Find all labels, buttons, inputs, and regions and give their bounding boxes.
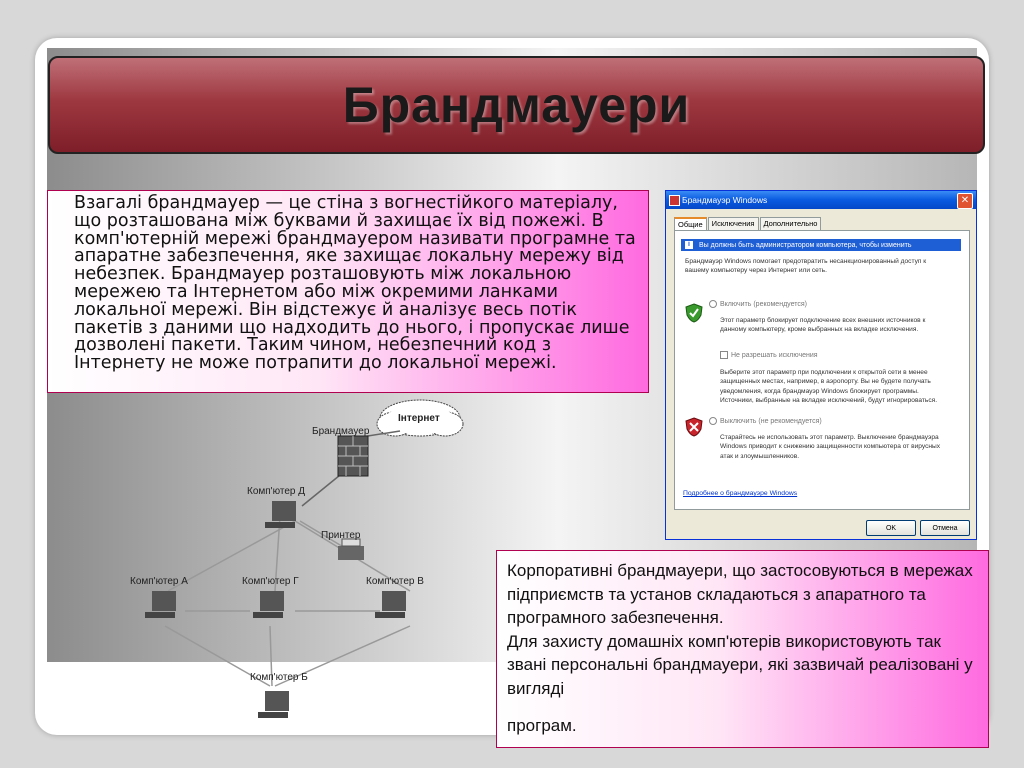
computer-g-label: Комп'ютер Г bbox=[242, 576, 299, 587]
computer-a-icon bbox=[145, 591, 176, 618]
option-off-label: Выключить (не рекомендуется) bbox=[720, 417, 822, 425]
cancel-button[interactable]: Отмена bbox=[920, 520, 970, 536]
more-info-link[interactable]: Подробнее о брандмауэре Windows bbox=[683, 490, 798, 497]
radio-off[interactable] bbox=[709, 417, 717, 425]
info-icon: i bbox=[685, 241, 693, 249]
text-block-types bbox=[496, 550, 989, 748]
computer-b-icon bbox=[258, 691, 289, 718]
personal-firewalls-text: Для захисту домашніх комп'ютерів використовують так звані персональні брандмауери, які зазвичай реалізовані у вигляді bbox=[507, 631, 973, 698]
tab-general[interactable]: Общие bbox=[674, 217, 707, 230]
no-exceptions-option[interactable] bbox=[720, 351, 818, 359]
computer-g-icon bbox=[253, 591, 284, 618]
title-bar bbox=[48, 56, 985, 154]
option-on-label: Включить (рекомендуется) bbox=[720, 300, 807, 308]
computer-v-label: Комп'ютер В bbox=[366, 576, 424, 587]
shield-green-icon bbox=[685, 303, 703, 323]
firewall-label: Брандмауер bbox=[312, 426, 370, 437]
firewall-wall-icon bbox=[338, 436, 368, 476]
option-off-desc: Старайтесь не использовать этот параметр. Выключение брандмауэра Windows приводит к снижению защищенности компьютера от вирусных атак и злоумышленников. bbox=[720, 434, 941, 460]
general-panel bbox=[674, 230, 970, 510]
programs-text: програм. bbox=[507, 715, 577, 735]
dialog-tabs bbox=[674, 217, 822, 230]
definition-text: Взагалі брандмауер — це стіна з вогнестійкого матеріалу, що розташована між буквами й захищає їх від пожежі. В комп'ютерній мережі брандмауером називати програмне та апаратне забезпечення, яке захищає локальну мережу від небезпек. Брандмауер розташовують між локальною мережею та Інтернетом або між окремими ланками локальної мережі. Він відстежує й аналізує весь потік пакетів з даними що надходить до нього, і пропускає лише дозволені пакети. Таким чином, небезпечний код з Інтернету не може потрапити до локальної мережі. bbox=[74, 193, 636, 374]
network-lines bbox=[120, 396, 500, 736]
slide-title: Брандмауери bbox=[342, 77, 691, 133]
computer-v-icon bbox=[375, 591, 406, 618]
ok-button[interactable]: OK bbox=[866, 520, 916, 536]
tab-advanced[interactable]: Дополнительно bbox=[760, 217, 822, 230]
internet-label: Інтернет bbox=[398, 413, 440, 424]
tab-exceptions[interactable]: Исключения bbox=[708, 217, 759, 230]
dialog-title: Брандмауэр Windows bbox=[682, 195, 768, 205]
option-off[interactable] bbox=[709, 417, 822, 425]
option-on-desc: Этот параметр блокирует подключение всех внешних источников к данному компьютеру, кроме выбранных на вкладке исключения. bbox=[720, 317, 926, 334]
no-exceptions-desc: Выберите этот параметр при подключении к открытой сети в менее защищенных местах, например, в аэропорту. Вы не будете получать уведомления, когда брандмауэр Windows блокирует программы. Источники, выбранные на вкладке исключений, будут игнорироваться. bbox=[720, 369, 938, 405]
intro-text: Брандмауэр Windows помогает предотвратить несанкционированный доступ к вашему компьютеру через Интернет или сеть. bbox=[685, 258, 927, 275]
computer-a-label: Комп'ютер А bbox=[130, 576, 188, 587]
text-block-definition bbox=[47, 190, 649, 393]
firewall-app-icon bbox=[669, 195, 680, 206]
admin-warning-text: Вы должны быть администратором компьютера, чтобы изменить bbox=[699, 241, 912, 249]
firewall-dialog bbox=[665, 190, 977, 540]
computer-d-icon bbox=[265, 501, 296, 528]
option-on[interactable] bbox=[709, 300, 807, 308]
printer-icon bbox=[338, 539, 364, 560]
computer-b-label: Комп'ютер Б bbox=[250, 672, 308, 683]
close-icon[interactable]: ✕ bbox=[957, 193, 973, 209]
printer-label: Принтер bbox=[321, 530, 361, 541]
dialog-titlebar[interactable] bbox=[666, 191, 976, 209]
admin-warning-bar bbox=[681, 239, 961, 251]
corporate-firewalls-text: Корпоративні брандмауери, що застосовуються в мережах підприємств та установ складаються з апаратного та програмного забезпечення. bbox=[507, 561, 973, 628]
network-diagram bbox=[120, 396, 500, 736]
no-exceptions-checkbox[interactable] bbox=[720, 351, 728, 359]
computer-d-label: Комп'ютер Д bbox=[247, 486, 306, 497]
no-exceptions-label: Не разрешать исключения bbox=[731, 351, 818, 359]
radio-on[interactable] bbox=[709, 300, 717, 308]
shield-red-icon bbox=[685, 417, 703, 437]
